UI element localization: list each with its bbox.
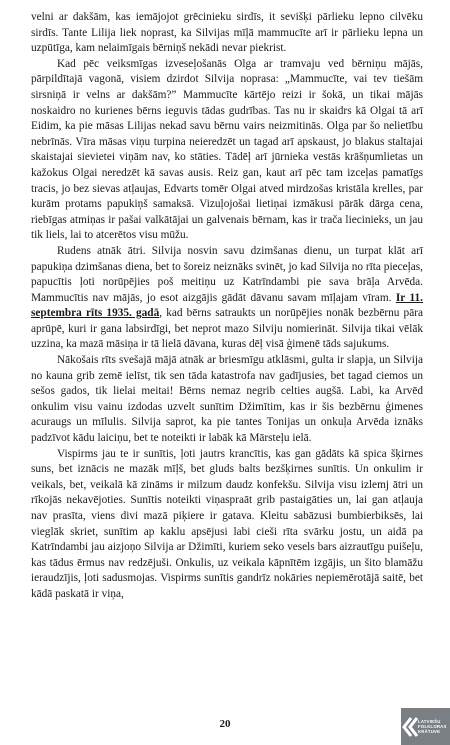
- logo-line: LATVIEŠU: [418, 718, 441, 724]
- paragraph-text: Nākošais rīts svešajā mājā atnāk ar briesmīgu atklāsmi, gulta ir slapja, un Silvija no kauna grib zemē ielīst, tik sen tāda katastrofa nav gadījusies, bet tagad ciemos un sešos gados, tik lielai meitai! Bērns nemaz negrib celties augšā. Labi, ka Arvēd onkulim visu vainu izdodas uzvelt sunītim Džimītim, kas ir šis bezbērnu ģimenes acuraugs un mīlulis. Silvija saprot, ka pie tantes Tonijas un onkuļa Arvēda iznāks padzīvot kādu laiciņu, bet te noteikti ir labāk kā Mārsteļu ielā.: [31, 354, 423, 445]
- lfk-double-chevron-logo-icon: [401, 708, 418, 745]
- logo-line: FOLKLORAS: [418, 723, 447, 729]
- document-body: [31, 10, 423, 603]
- paragraph: [31, 10, 423, 57]
- paragraph-text: Vispirms jau te ir sunītis, ļoti jautrs krancītis, kas gan gādāts kā spica šķirnes suns, bet iznācis ne mazāk mīļš, bet gluds balts bezšķirnes sunītis. Un onkulim ir veikals, bet, veikalā kā zināms ir milzum daudz konfekšu. Silvija visu izlemj ātri un rīkojās nekavējoties. Sunītis noteikti viņaspraāt grib pastaigāties un, lai gan atļauja nav prasīta, viens divi mazā piķiere ir gatava. Kleitu sabāzusi bumbierbiksēs, lai vieglāk skriet, sunītim ap kaklu apsējusi labi cieši rīta svārku jostu, un aidā pa Katrīndambi jau aizjoņo Silvija ar Džimīti, kuriem seko vesels bars aizrautīgu puišeļu, kas tādus ērmus nav redzējuši. Onkulis, uz veikala kāpnītēm izgājis, un šito blamāžu ieraudzījis, ļoti sadusmojas. Vispirms sunītis gandrīz nokāries nepiemērotājā saitē, bet kādā paskatā ir viņa,: [31, 447, 423, 600]
- page-number: 20: [219, 718, 231, 730]
- paragraph-text: Kad pēc veiksmīgas izveseļošanās Olga ar tramvaju ved bērniņu mājās, pārpildītajā vagonā, visiem dzirdot Silvija noprasa: „Mammucīte, vai tev tiešām sirsniņā ir velns ar dakšām?” Mammucīte kārtējo reizi ir šokā, un tikai mājās noskaidro no kurienes bērns ieguvis tādas gudrības. Tas nu ir skaidrs kā Olgai tā arī Eidim, ka pie māsas Lilijas nekad savu bērnu vairs neizmitinās. Olga par šo nelietību nebrīnās. Vīra māsas viņu turpina neieredzēt un tagad arī apskaust, jo blakus staltajai skaistajai sievietei viņām nav, ko stāties. Tādēļ arī jūrnieka vestās krāšņumlietas un kažokus Olgai neredzēt kā savas ausis. Reiz gan, kaut arī pēc tam izceļas pamatīgs tracis, jo bez sievas atļaujas, Edvarts tomēr Olgai atved mirdzošas kristāla krelles, par kurām protams papukiņš samaksā. Vizuļojošai lietiņai izmākusi pārāk dārga cena, riebīgas atmiņas ir pašai valkātājai un galvenais bērnam, kas ir trača liecinieks, un jau tik liels, lai to atcerētos visu mūžu.: [31, 57, 423, 242]
- paragraph: [31, 447, 423, 603]
- emphasized-date: Ir 11. septembra rīts 1935. gadā: [31, 291, 424, 320]
- paragraph-text: velni ar dakšām, kas iemājojot grēcinieku sirdīs, it sevišķi pārlieku lepno cilvēku sirdīs. Tante Lilija liek noprast, ka Silvijas mīļā mammucīte arī ir pārlieku lepna un uzpūtīga, kam nelaimīgais bērniņš nekādi nevar piekrist.: [31, 11, 423, 55]
- paragraph: [31, 244, 423, 353]
- paragraph-text: , kad bērns satraukts un norūpējies nonāk bezbērnu pāra aprūpē, kuri ir gana labsirdīgi, bet neprot mazo Silviju nomierināt. Silvija tikai vēlāk uzzina, ka mazā māsiņa ir tā lielā dāvana, kuras dēļ visā ģimenē tāds sajukums.: [31, 307, 423, 351]
- paragraph: [31, 353, 423, 447]
- logo-text: [418, 719, 447, 735]
- archive-logo: [401, 708, 450, 745]
- paragraph-text: Rudens atnāk ātri. Silvija nosvin savu dzimšanas dienu, un turpat klāt arī papukiņa dzimšanas diena, bet to šoreiz neiznāks svinēt, jo kad Silvija no rīta pieceļas, papucītis ļoti norūpējies poš meitiņu uz Katrīndambi pie sava brāļa Arvēda. Mammucītis nav mājās, jo esot aizgājis gādāt dāvanu savam mīļajam vīram.: [31, 244, 423, 304]
- logo-line: KRĀTUVE: [418, 729, 441, 735]
- paragraph: [31, 57, 423, 244]
